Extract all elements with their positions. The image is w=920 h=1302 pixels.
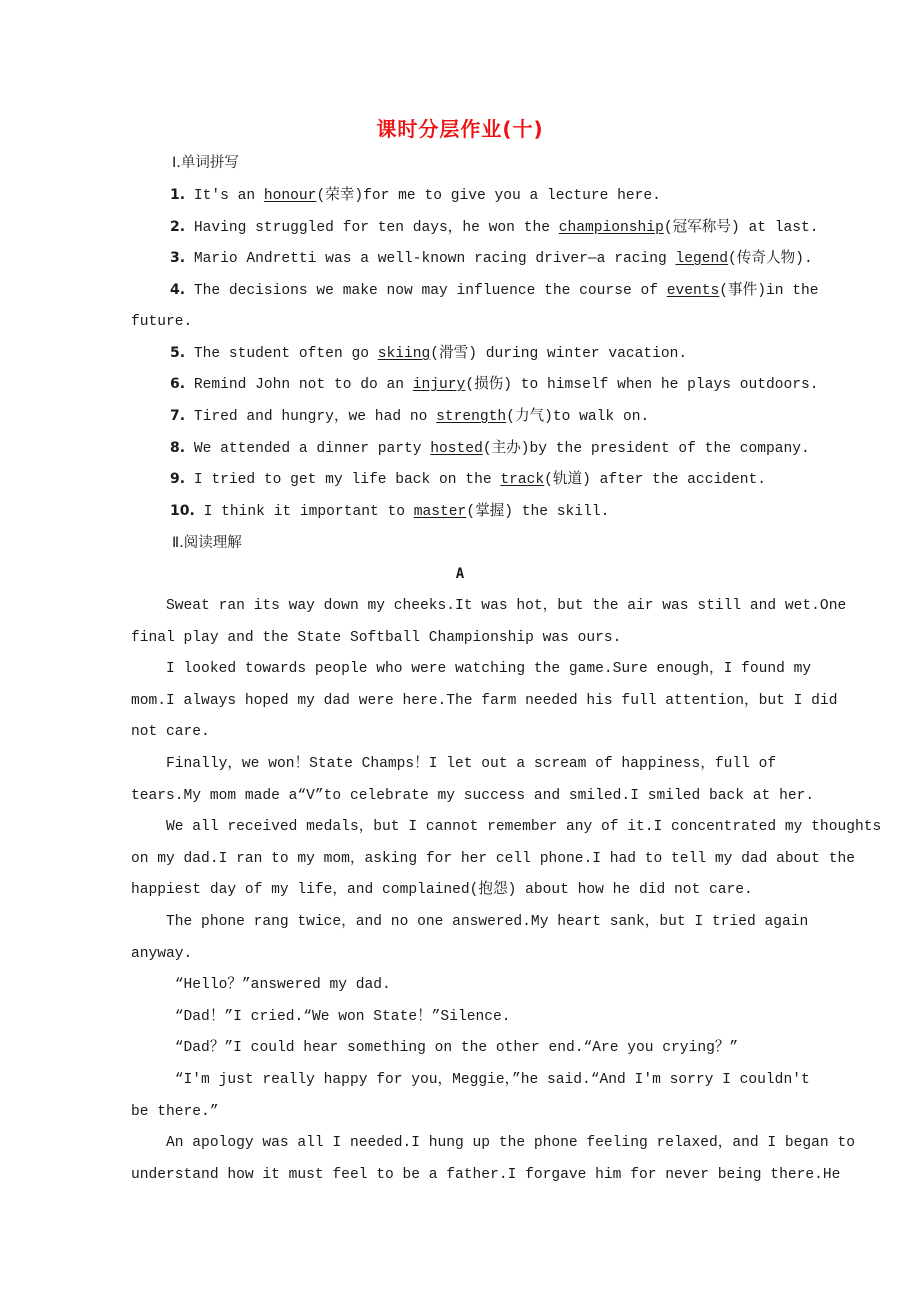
passage-line: happiest day of my life，and complained(抱怨) about how he did not care. bbox=[131, 882, 753, 899]
item-text: (事件)in the bbox=[719, 283, 819, 299]
passage-line: final play and the State Softball Championship was ours. bbox=[131, 629, 622, 646]
passage-line: “Hello？”answered my dad. bbox=[131, 977, 391, 994]
spelling-item bbox=[170, 406, 649, 427]
passage-line: mom.I always hoped my dad were here.The farm needed his full attention，but I did bbox=[131, 692, 838, 709]
item-answer: injury bbox=[412, 377, 466, 393]
item-text: (轨道) after the accident. bbox=[544, 472, 766, 488]
item-answer: strength bbox=[436, 409, 507, 425]
passage-line: The phone rang twice，and no one answered.My heart sank，but I tried again bbox=[131, 914, 809, 930]
spelling-item bbox=[170, 248, 813, 269]
item-number: 9. bbox=[170, 471, 186, 487]
section-heading-reading: Ⅱ.阅读理解 bbox=[172, 535, 242, 551]
spelling-item bbox=[170, 501, 609, 522]
spelling-item bbox=[170, 217, 819, 238]
spelling-item bbox=[170, 469, 766, 490]
item-number: 8. bbox=[170, 440, 186, 456]
passage-line: on my dad.I ran to my mom，asking for her cell phone.I had to tell my dad about the bbox=[131, 850, 855, 867]
item-text: (传奇人物). bbox=[728, 251, 813, 267]
passage-line: not care. bbox=[131, 724, 210, 741]
item-text: Remind John not to do an bbox=[185, 377, 413, 393]
passage-line: Sweat ran its way down my cheeks.It was hot，but the air was still and wet.One bbox=[131, 598, 847, 614]
item-answer: honour bbox=[263, 188, 317, 204]
item-text: (荣幸)for me to give you a lecture here. bbox=[316, 188, 661, 204]
item-text: It's an bbox=[185, 188, 264, 204]
passage-line: We all received medals，but I cannot remember any of it.I concentrated my thoughts bbox=[131, 819, 882, 836]
passage-line: tears.My mom made a“V”to celebrate my success and smiled.I smiled back at her. bbox=[131, 787, 815, 804]
item-text: Having struggled for ten days，he won the bbox=[185, 220, 559, 236]
passage-line: I looked towards people who were watching the game.Sure enough，I found my bbox=[131, 661, 812, 678]
item-number: 4. bbox=[170, 282, 186, 298]
passage-line: Finally，we won！State Champs！I let out a scream of happiness，full of bbox=[131, 756, 777, 772]
item-number: 5. bbox=[170, 345, 186, 361]
spelling-item-continuation: future. bbox=[131, 314, 193, 330]
spelling-item bbox=[170, 280, 819, 301]
item-answer: skiing bbox=[377, 346, 431, 362]
item-answer: championship bbox=[558, 220, 664, 236]
spelling-item bbox=[170, 343, 687, 364]
passage-line: “Dad？”I could hear something on the other end.“Are you crying？” bbox=[131, 1040, 739, 1057]
item-number: 6. bbox=[170, 376, 186, 392]
item-number: 3. bbox=[170, 250, 186, 266]
item-text: The student often go bbox=[185, 346, 378, 362]
item-number: 10. bbox=[170, 503, 195, 519]
passage-line: “Dad！”I cried.“We won State！”Silence. bbox=[131, 1008, 511, 1025]
passage-line: be there.” bbox=[131, 1103, 219, 1120]
item-text: (滑雪) during winter vacation. bbox=[430, 346, 688, 362]
spelling-item bbox=[170, 374, 819, 395]
item-text: Tired and hungry，we had no bbox=[185, 409, 437, 425]
item-text: I tried to get my life back on the bbox=[185, 472, 501, 488]
passage-line: An apology was all I needed.I hung up the phone feeling relaxed，and I began to bbox=[131, 1135, 855, 1152]
item-answer: master bbox=[413, 504, 467, 520]
item-text: (掌握) the skill. bbox=[466, 504, 610, 520]
item-text: I think it important to bbox=[194, 504, 414, 520]
item-answer: track bbox=[500, 472, 545, 488]
item-text: The decisions we make now may influence the course of bbox=[185, 283, 667, 299]
item-text: We attended a dinner party bbox=[185, 441, 431, 457]
spelling-item bbox=[170, 438, 810, 459]
item-number: 2. bbox=[170, 219, 186, 235]
passage-line: “I'm just really happy for you，Meggie，”he said.“And I'm sorry I couldn't bbox=[131, 1072, 810, 1088]
spelling-item bbox=[170, 185, 661, 206]
item-answer: legend bbox=[675, 251, 729, 267]
page-title: 课时分层作业(十) bbox=[376, 117, 544, 141]
item-answer: hosted bbox=[430, 441, 483, 457]
item-number: 1. bbox=[170, 187, 186, 203]
item-text: Mario Andretti was a well-known racing driver—a racing bbox=[185, 251, 676, 267]
item-number: 7. bbox=[170, 408, 186, 424]
passage-line: anyway. bbox=[131, 945, 193, 962]
passage-line: understand how it must feel to be a father.I forgave him for never being there.He bbox=[131, 1166, 841, 1183]
item-answer: events bbox=[666, 283, 720, 299]
section-heading-spelling: Ⅰ.单词拼写 bbox=[172, 155, 239, 171]
item-text: (损伤) to himself when he plays outdoors. bbox=[465, 377, 819, 393]
passage-label: A bbox=[455, 566, 465, 582]
item-text: (力气)to walk on. bbox=[506, 409, 650, 425]
item-text: (冠军称号) at last. bbox=[663, 220, 819, 236]
item-text: (主办)by the president of the company. bbox=[482, 441, 810, 457]
